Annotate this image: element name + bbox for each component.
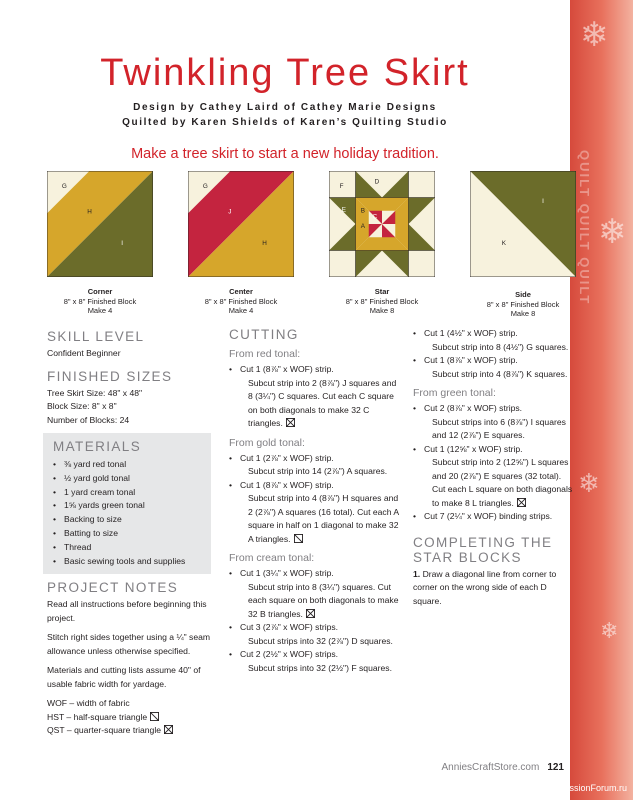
block-size: 8" x 8" Finished Block bbox=[345, 296, 419, 306]
block-make: Make 8 bbox=[369, 306, 395, 315]
note-paragraph: Materials and cutting lists assume 40" of usable fabric width for yardage. bbox=[47, 665, 201, 689]
column-3 bbox=[413, 327, 573, 608]
material-item: • Basic sewing tools and supplies bbox=[53, 555, 186, 566]
cut-substep: Subcut strip into 4 (8⅞") H squares and 2 (2⅞") A squares (16 total). Cut each A square in half on 1 diagonal to make 32 A triangles. bbox=[248, 493, 399, 544]
finished-size-line: Number of Blocks: 24 bbox=[47, 414, 130, 425]
center-block-diagram bbox=[188, 171, 294, 277]
materials-box bbox=[43, 433, 211, 574]
qst-icon bbox=[164, 725, 173, 734]
cut-substep: Subcut strips into 32 (2⅞") D squares. bbox=[248, 635, 393, 646]
center-block-caption bbox=[181, 287, 301, 316]
material-item: • Backing to size bbox=[53, 514, 122, 525]
cream-tonal-heading: From cream tonal: bbox=[229, 552, 315, 564]
snowflake-icon: ❄ bbox=[598, 213, 627, 251]
cut-substep: Subcut strip into 8 (4½") G squares. bbox=[432, 341, 569, 352]
cut-step: • Cut 1 (3¼" x WOF) strip. bbox=[229, 568, 334, 578]
tagline: Make a tree skirt to start a new holiday tradition. bbox=[131, 146, 439, 162]
block-size: 8" x 8" Finished Block bbox=[204, 296, 278, 306]
cut-step: • Cut 1 (8⅞" x WOF) strip. bbox=[413, 355, 518, 365]
cut-step: • Cut 2 (2½" x WOF) strips. bbox=[229, 649, 339, 659]
hst-icon bbox=[294, 534, 303, 543]
block-make: Make 4 bbox=[228, 306, 254, 315]
cut-step: • Cut 1 (8⅞" x WOF) strip. bbox=[229, 364, 334, 374]
cut-substep: Subcut strip into 4 (8⅞") K squares. bbox=[432, 368, 568, 379]
material-item: • Batting to size bbox=[53, 527, 118, 538]
qst-icon bbox=[286, 418, 295, 427]
material-item: • Thread bbox=[53, 541, 92, 552]
sidebar-brand-text: QUILT QUILT QUILT bbox=[577, 150, 592, 306]
block-size: 8" x 8" Finished Block bbox=[486, 299, 560, 309]
finished-sizes-heading: FINISHED SIZES bbox=[47, 368, 173, 384]
corner-block-diagram bbox=[47, 171, 153, 277]
green-tonal-heading: From green tonal: bbox=[413, 387, 496, 399]
qst-icon bbox=[306, 609, 315, 618]
block-name: Corner bbox=[87, 287, 113, 296]
patch-label: K bbox=[501, 240, 507, 248]
material-item: • ⅜ yard red tonal bbox=[53, 459, 127, 469]
block-size: 8" x 8" Finished Block bbox=[63, 296, 137, 306]
cutting-heading: CUTTING bbox=[229, 327, 299, 342]
cut-step: • Cut 1 (8⅞" x WOF) strip. bbox=[229, 479, 334, 490]
cut-substep: Subcut strip into 2 (12⅝") L squares and 20 (2⅞") E squares (32 total). Cut each L square on both diagonals to make 8 L triangles. bbox=[432, 457, 573, 508]
corner-block-caption bbox=[40, 287, 160, 316]
block-name: Star bbox=[374, 287, 390, 296]
patch-label: D bbox=[374, 178, 380, 186]
patch-label: H bbox=[262, 240, 267, 248]
patch-label: F bbox=[339, 182, 344, 190]
patch-label: C bbox=[372, 213, 378, 221]
cut-substep: Subcut strip into 8 (3¼") squares. Cut each square on both diagonals to make 32 B triangles. bbox=[248, 581, 399, 619]
material-item: • 1 yard cream tonal bbox=[53, 486, 136, 497]
decorative-sidebar bbox=[570, 0, 633, 800]
skill-level-heading: SKILL LEVEL bbox=[47, 329, 145, 344]
side-block-diagram bbox=[470, 171, 576, 277]
finished-size-line: Block Size: 8" x 8" bbox=[47, 401, 117, 411]
skill-level-value: Confident Beginner bbox=[47, 348, 121, 358]
snowflake-icon: ❄ bbox=[578, 468, 600, 498]
block-name: Center bbox=[229, 287, 253, 296]
cut-step: • Cut 1 (2⅞" x WOF) strip. bbox=[229, 452, 334, 463]
material-item: • ½ yard gold tonal bbox=[53, 472, 130, 483]
cut-step: • Cut 2 (8⅞" x WOF) strips. bbox=[413, 403, 523, 413]
column-2 bbox=[229, 327, 403, 675]
completing-heading: COMPLETING THE STAR BLOCKS bbox=[413, 534, 553, 565]
column-1 bbox=[47, 329, 211, 738]
project-notes-heading: PROJECT NOTES bbox=[47, 580, 179, 596]
star-block-caption bbox=[322, 287, 442, 316]
step-paragraph: 1. Draw a diagonal line from corner to corner on the wrong side of each D square. bbox=[413, 568, 557, 606]
page-footer bbox=[441, 762, 564, 773]
note-paragraph: Read all instructions before beginning this project. bbox=[47, 599, 207, 623]
gold-tonal-heading: From gold tonal: bbox=[229, 436, 305, 449]
site-url: AnniesCraftStore.com bbox=[441, 762, 540, 773]
patch-label: A bbox=[360, 223, 366, 231]
block-name: Side bbox=[515, 290, 531, 299]
patch-label: E bbox=[341, 206, 346, 214]
cut-substep: Subcut strip into 14 (2⅞") A squares. bbox=[248, 466, 388, 476]
snowflake-icon: ❄ bbox=[580, 16, 609, 54]
watermark: PassionForum.ru bbox=[558, 783, 627, 793]
hst-icon bbox=[150, 712, 159, 721]
patch-label: I bbox=[542, 197, 544, 205]
cut-step: • Cut 1 (4½" x WOF) strip. bbox=[413, 328, 518, 338]
cut-substep: Subcut strip into 2 (8⅞") J squares and 8 (3¼") C squares. Cut each C square on both diagonals to make 32 C triangles. bbox=[248, 377, 397, 428]
quilt-credit: Quilted by Karen Shields of Karen’s Quilting Studio bbox=[122, 117, 448, 128]
snowflake-icon: ❄ bbox=[600, 618, 619, 643]
side-block-caption bbox=[463, 290, 583, 319]
patch-label: J bbox=[228, 208, 232, 216]
page-title: Twinkling Tree Skirt bbox=[100, 52, 470, 94]
design-credit: Design by Cathey Laird of Cathey Marie Designs bbox=[133, 102, 437, 113]
cut-step: • Cut 3 (2⅞" x WOF) strips. bbox=[229, 622, 339, 632]
block-make: Make 4 bbox=[87, 306, 113, 315]
patch-label: H bbox=[87, 208, 92, 216]
finished-size-line: Tree Skirt Size: 48" x 48" bbox=[47, 387, 143, 398]
patch-label: G bbox=[61, 182, 67, 190]
page-number: 121 bbox=[547, 762, 564, 773]
abbreviation-line: QST – quarter-square triangle bbox=[47, 724, 211, 738]
cut-step: • Cut 1 (12⅝" x WOF) strip. bbox=[413, 443, 523, 454]
star-block-diagram bbox=[329, 171, 435, 277]
patch-label: G bbox=[202, 182, 208, 190]
cut-substep: Subcut strips into 32 (2½") F squares. bbox=[248, 662, 392, 673]
note-paragraph: Stitch right sides together using a ¼" seam allowance unless otherwise specified. bbox=[47, 632, 211, 656]
cut-step: • Cut 7 (2¼" x WOF) binding strips. bbox=[413, 511, 553, 521]
materials-heading: MATERIALS bbox=[53, 439, 142, 454]
material-item: • 1⅝ yards green tonal bbox=[53, 500, 145, 511]
qst-icon bbox=[517, 498, 526, 507]
patch-label: B bbox=[360, 207, 366, 215]
patch-label: I bbox=[121, 240, 123, 248]
cut-substep: Subcut strips into 6 (8⅞") I squares and 12 (2⅞") E squares. bbox=[432, 416, 566, 440]
red-tonal-heading: From red tonal: bbox=[229, 348, 301, 360]
abbreviation-line: WOF – width of fabric bbox=[47, 698, 130, 709]
abbreviation-line: HST – half-square triangle bbox=[47, 711, 211, 725]
block-make: Make 8 bbox=[510, 309, 536, 318]
